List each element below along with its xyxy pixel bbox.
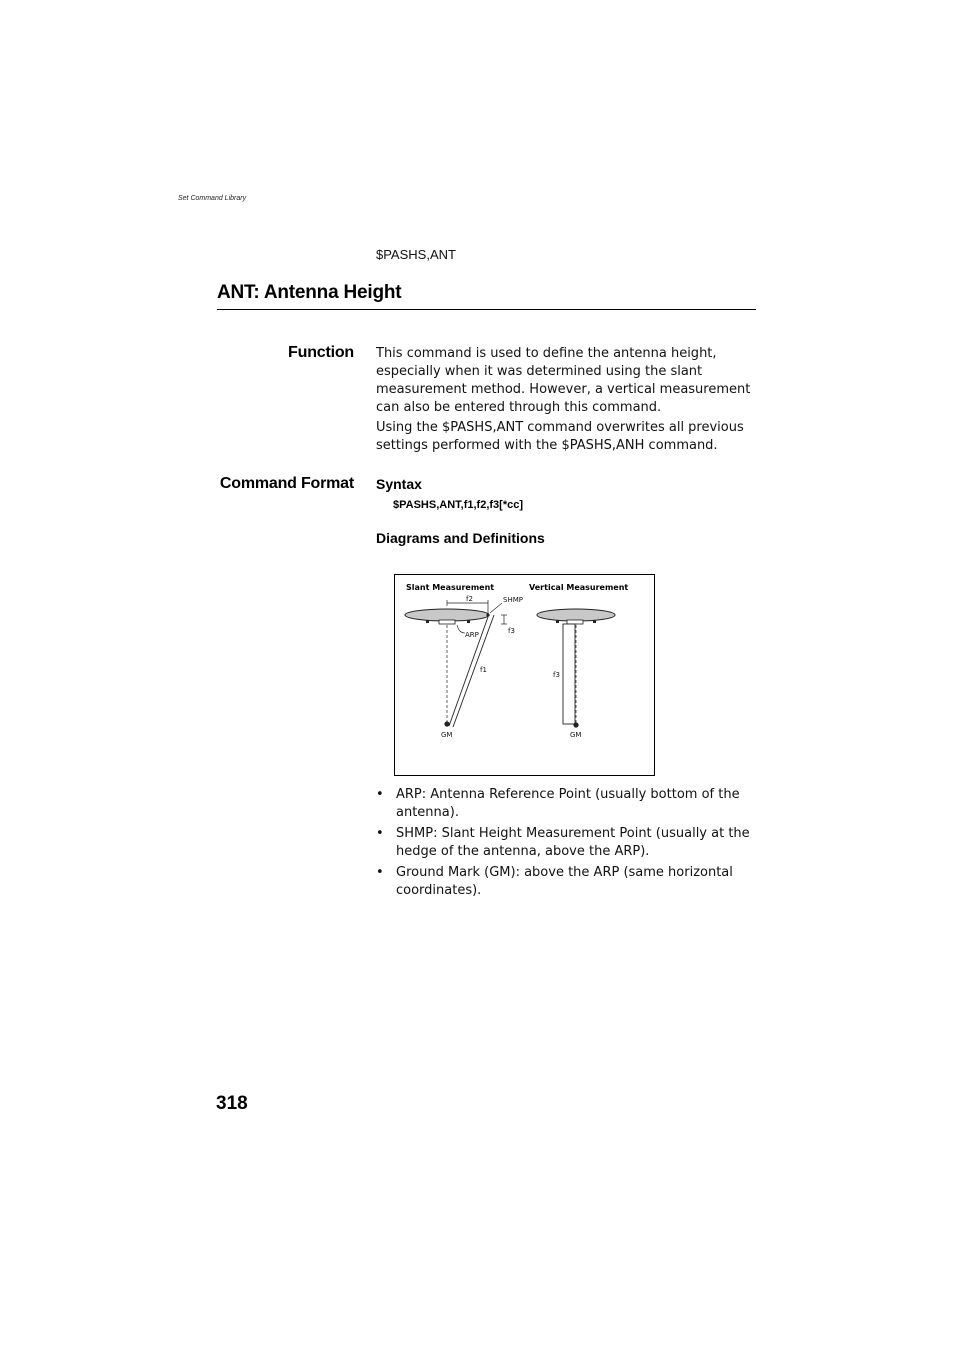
vertical-heading: Vertical Measurement: [529, 583, 629, 592]
arp-label: ARP: [465, 631, 479, 639]
syntax-string: $PASHS,ANT,f1,f2,f3[*cc]: [393, 499, 523, 511]
section-title: ANT: Antenna Height: [217, 282, 402, 303]
list-item: [376, 825, 756, 861]
f3-vertical-label: f3: [553, 671, 560, 679]
diagrams-heading: Diagrams and Definitions: [376, 530, 545, 546]
bullet-icon: •: [376, 826, 384, 841]
list-item: [376, 864, 756, 900]
page-number: 318: [216, 1093, 248, 1114]
f2-label: f2: [466, 595, 473, 603]
bullet-icon: •: [376, 865, 384, 880]
definition-arp: ARP: Antenna Reference Point (usually bottom of the antenna).: [396, 787, 740, 820]
slant-antenna-icon: [405, 609, 490, 624]
gm-slant-label: GM: [441, 731, 453, 739]
shmp-label: SHMP: [503, 596, 523, 604]
vertical-antenna-icon: [537, 609, 615, 624]
command-tag: $PASHS,ANT: [376, 247, 456, 262]
function-label: Function: [288, 344, 354, 361]
definition-shmp: SHMP: Slant Height Measurement Point (usually at the hedge of the antenna, above the ARP).: [396, 826, 750, 859]
syntax-heading: Syntax: [376, 476, 422, 492]
list-item: [376, 786, 756, 822]
definition-gm: Ground Mark (GM): above the ARP (same horizontal coordinates).: [396, 865, 733, 898]
antenna-height-diagram: [394, 574, 655, 776]
command-format-label: Command Format: [219, 475, 354, 492]
ground-mark-vertical-icon: [573, 722, 578, 727]
title-rule: [217, 309, 756, 310]
slant-heading: Slant Measurement: [406, 583, 495, 592]
f3-slant-label: f3: [508, 627, 515, 635]
f1-label: f1: [480, 666, 487, 674]
ground-mark-slant-icon: [444, 721, 449, 726]
bullet-icon: •: [376, 787, 384, 802]
function-paragraph-2: Using the $PASHS,ANT command overwrites all previous settings performed with the $PASHS,ANH command.: [376, 420, 744, 453]
function-paragraph-1: This command is used to define the antenna height, especially when it was determined using the slant measurement method. However, a vertical measurement can also be entered through this command.: [376, 346, 751, 415]
gm-vertical-label: GM: [570, 731, 582, 739]
running-header: Set Command Library: [178, 195, 247, 202]
definitions-list: [376, 786, 756, 903]
